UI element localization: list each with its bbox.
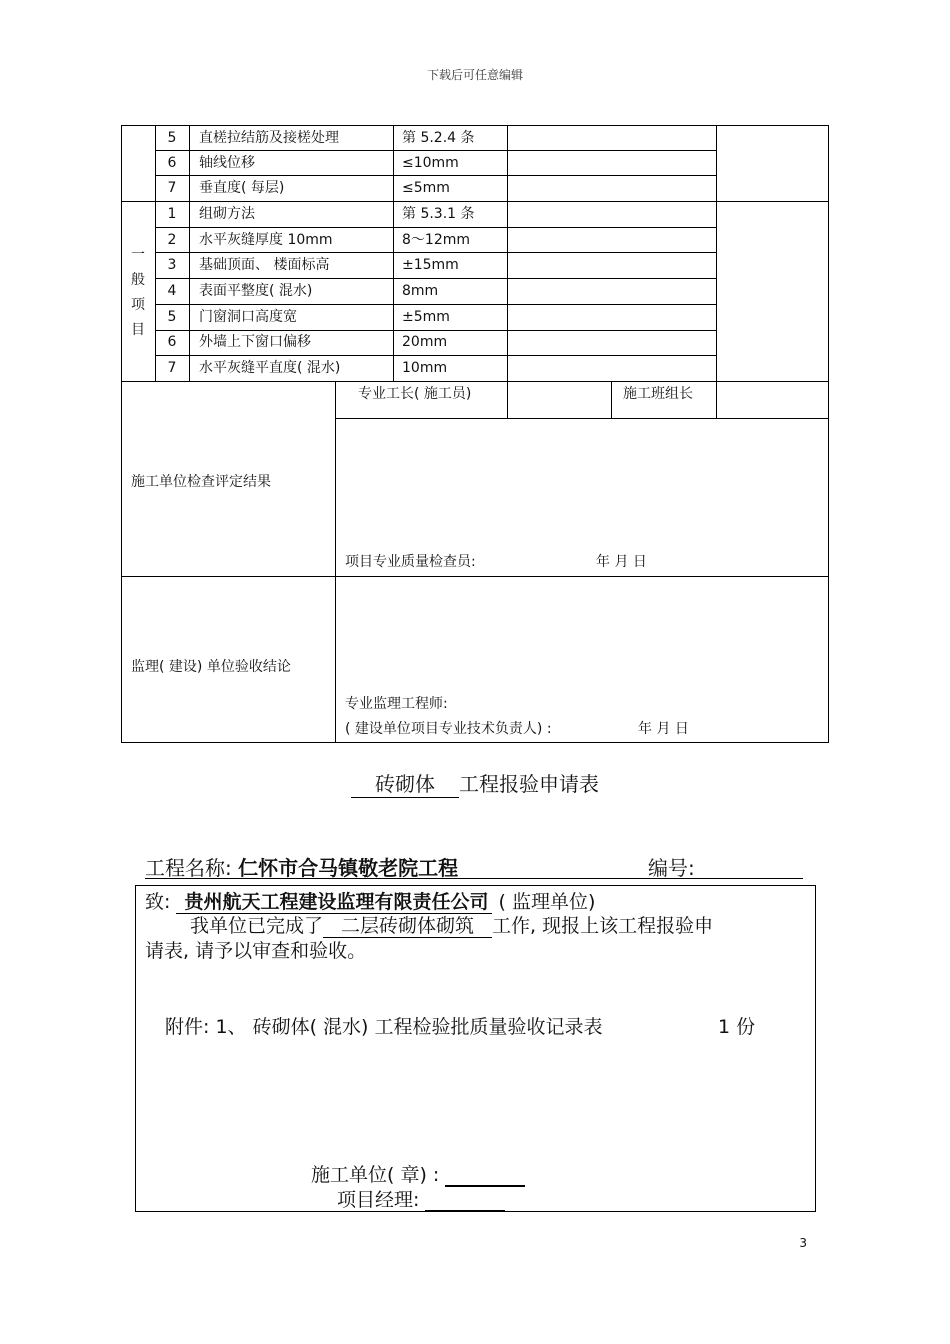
table-border-left [121,125,122,743]
row-number: 4 [167,283,177,299]
item-standard: 第 5.2.4 条 [402,130,475,146]
supervisor-engineer-label: 专业监理工程师: [345,696,448,712]
item-name: 水平灰缝厚度 10mm [199,232,333,248]
col-line-team [611,381,612,418]
row-number: 5 [167,130,177,146]
item-name: 门窗洞口高度宽 [199,309,297,325]
number-label: 编号: [648,856,695,880]
item-standard: ≤10mm [402,155,459,171]
item-standard: ≤5mm [402,180,450,196]
item-standard: ±15mm [402,257,459,273]
title-text: 工程报验申请表 [459,772,599,796]
item-standard: 10mm [402,360,448,376]
item-name: 基础顶面、 楼面标高 [199,257,330,273]
unit-seal-line [311,1160,525,1187]
section-line [121,201,829,202]
row-line [335,418,829,419]
body-line-1 [190,911,713,938]
row-number: 3 [167,257,177,273]
row-line [155,175,717,176]
row-line [155,150,717,151]
row-number: 6 [167,334,177,350]
team-leader-label: 施工班组长 [623,386,693,402]
row-number: 7 [167,180,177,196]
row-line [155,355,717,356]
unit-seal-blank [445,1167,525,1187]
item-standard: 第 5.3.1 条 [402,206,475,222]
row-number: 1 [167,206,177,222]
col-line-standard [393,125,394,381]
row-line [155,252,717,253]
manager-blank [425,1192,505,1212]
row-line [155,304,717,305]
header-note: 下载后可任意编辑 [426,68,523,82]
body-prefix: 我单位已完成了 [190,915,324,937]
attachment-line: 附件: 1、 砖砌体( 混水) 工程检验批质量验收记录表 [165,1016,603,1038]
row-line [155,278,717,279]
row-number: 7 [167,360,177,376]
item-standard: ±5mm [402,309,450,325]
general-label-char: 般 [131,272,145,288]
item-name: 直槎拉结筋及接槎处理 [199,130,339,146]
col-line-result [507,125,508,418]
row-number: 5 [167,309,177,325]
section-line [121,381,829,382]
supervision-conclusion-label: 监理( 建设) 单位验收结论 [131,659,291,675]
title-blank: 砖砌体 [351,772,459,798]
item-name: 表面平整度( 混水) [199,283,313,299]
general-items-label [128,243,148,343]
table-border-right [828,125,829,743]
item-name: 外墙上下窗口偏移 [199,334,311,350]
project-label: 工程名称: [145,856,232,880]
attachment-qty: 1 份 [718,1016,756,1038]
item-standard: 8mm [402,283,439,299]
to-suffix: ( 监理单位) [498,891,596,913]
item-name: 轴线位移 [199,155,255,171]
form-title [0,768,950,797]
foreman-label: 专业工长( 施工员) [358,386,472,402]
general-label-char: 目 [131,322,145,338]
section-line [121,576,829,577]
general-label-char: 项 [131,297,145,313]
project-name: 仁怀市合马镇敬老院工程 [238,856,459,880]
row-number: 2 [167,232,177,248]
item-standard: 8～12mm [402,232,470,248]
to-label: 致: [145,891,171,913]
row-line [155,227,717,228]
row-number: 6 [167,155,177,171]
date-label: 年 月 日 [638,721,689,737]
col-line-item [189,125,190,381]
body-suffix: 工作, 现报上该工程报验申 [492,915,714,937]
item-name: 垂直度( 每层) [199,180,285,196]
body-work: 二层砖砌体砌筑 [323,915,492,938]
unit-seal-label: 施工单位( 章) : [311,1164,440,1186]
quality-inspector-label: 项目专业质量检查员: [345,554,476,570]
col-line-sign [335,381,336,743]
manager-label: 项目经理: [337,1189,420,1211]
item-name: 组砌方法 [199,206,255,222]
manager-line [337,1185,505,1212]
item-standard: 20mm [402,334,448,350]
project-line [145,852,803,879]
to-line [145,887,595,914]
general-label-char: 一 [131,247,145,263]
to-company: 贵州航天工程建设监理有限责任公司 [176,891,492,914]
item-name: 水平灰缝平直度( 混水) [199,360,341,376]
construction-result-label: 施工单位检查评定结果 [131,474,271,490]
date-label: 年 月 日 [596,554,647,570]
col-line-mark [716,125,717,418]
table-border-top [121,125,829,126]
body-line-2: 请表, 请予以审查和验收。 [145,940,367,962]
owner-tech-label: ( 建设单位项目专业技术负责人) : [345,721,552,737]
page-number: 3 [799,1236,807,1250]
row-line [155,330,717,331]
table-border-bottom [121,742,829,743]
